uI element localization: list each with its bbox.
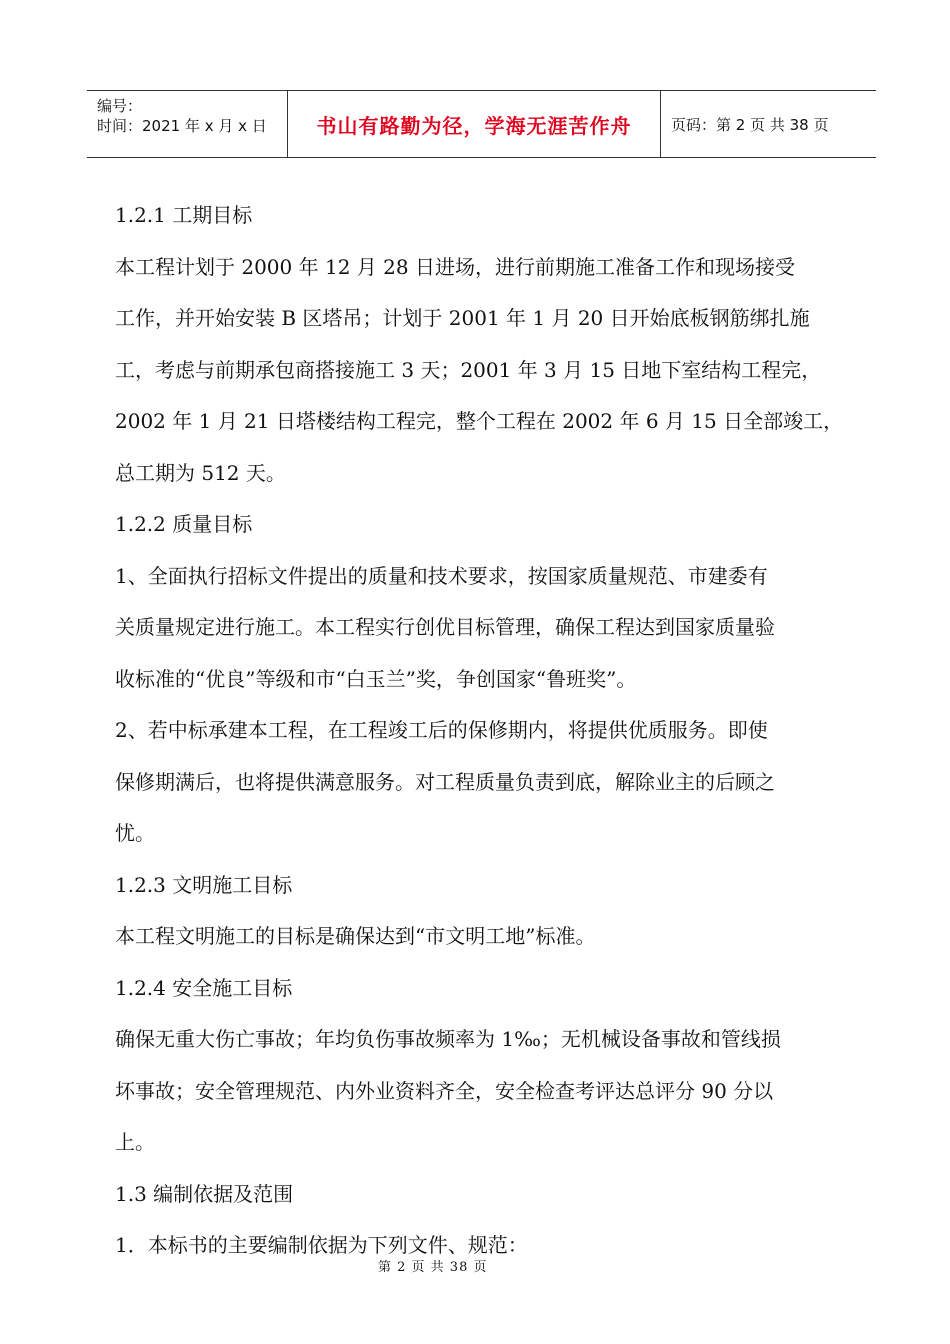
header-meta	[87, 91, 288, 157]
paragraph-line: 2、若中标承建本工程，在工程竣工后的保修期内，将提供优质服务。即使	[115, 718, 768, 742]
paragraph-line: 坏事故；安全管理规范、内外业资料齐全，安全检查考评达总评分 90 分以	[115, 1078, 774, 1103]
paragraph-line: 本工程计划于 2000 年 12 月 28 日进场，进行前期施工准备工作和现场接受	[115, 254, 795, 279]
document-number-label: 编号：	[97, 97, 143, 115]
section-heading: 1.3 编制依据及范围	[115, 1181, 294, 1206]
paragraph-line: 1．本标书的主要编制依据为下列文件、规范：	[115, 1233, 528, 1257]
section-heading: 1.2.2 质量目标	[115, 512, 253, 536]
paragraph-line: 本工程文明施工的目标是确保达到“市文明工地”标准。	[115, 924, 596, 948]
paragraph-line: 确保无重大伤亡事故；年均负伤事故频率为 1‰；无机械设备事故和管线损	[115, 1027, 781, 1051]
document-time-label: 时间：2021 年 x 月 x 日	[97, 117, 267, 135]
paragraph-line: 工作，并开始安装 B 区塔吊；计划于 2001 年 1 月 20 日开始底板钢筋绑扎施	[115, 306, 810, 330]
paragraph-line: 忧。	[115, 821, 155, 845]
paragraph-line: 1、全面执行招标文件提出的质量和技术要求，按国家质量规范、市建委有	[115, 563, 768, 588]
section-heading: 1.2.3 文明施工目标	[115, 872, 293, 897]
section-heading: 1.2.4 安全施工目标	[115, 975, 293, 1000]
paragraph-line: 收标准的“优良”等级和市“白玉兰”奖，争创国家“鲁班奖”。	[115, 666, 637, 691]
paragraph-line: 2002 年 1 月 21 日塔楼结构工程完，整个工程在 2002 年 6 月 15 日全部竣工，	[115, 409, 844, 433]
page-header	[87, 90, 876, 158]
header-page-number: 页码：第 2 页 共 38 页	[671, 115, 829, 134]
section-heading: 1.2.1 工期目标	[115, 203, 253, 227]
header-motto: 书山有路勤为径，学海无涯苦作舟	[288, 91, 661, 157]
paragraph-line: 上。	[115, 1130, 155, 1154]
paragraph-line: 工，考虑与前期承包商搭接施工 3 天；2001 年 3 月 15 日地下室结构工程完，	[115, 357, 822, 382]
document-body	[115, 190, 860, 1272]
paragraph-line: 保修期满后，也将提供满意服务。对工程质量负责到底，解除业主的后顾之	[115, 769, 775, 794]
paragraph-line: 总工期为 512 天。	[115, 460, 286, 485]
page-footer: 第 2 页 共 38 页	[378, 1260, 488, 1275]
paragraph-line: 关质量规定进行施工。本工程实行创优目标管理，确保工程达到国家质量验	[115, 615, 775, 639]
